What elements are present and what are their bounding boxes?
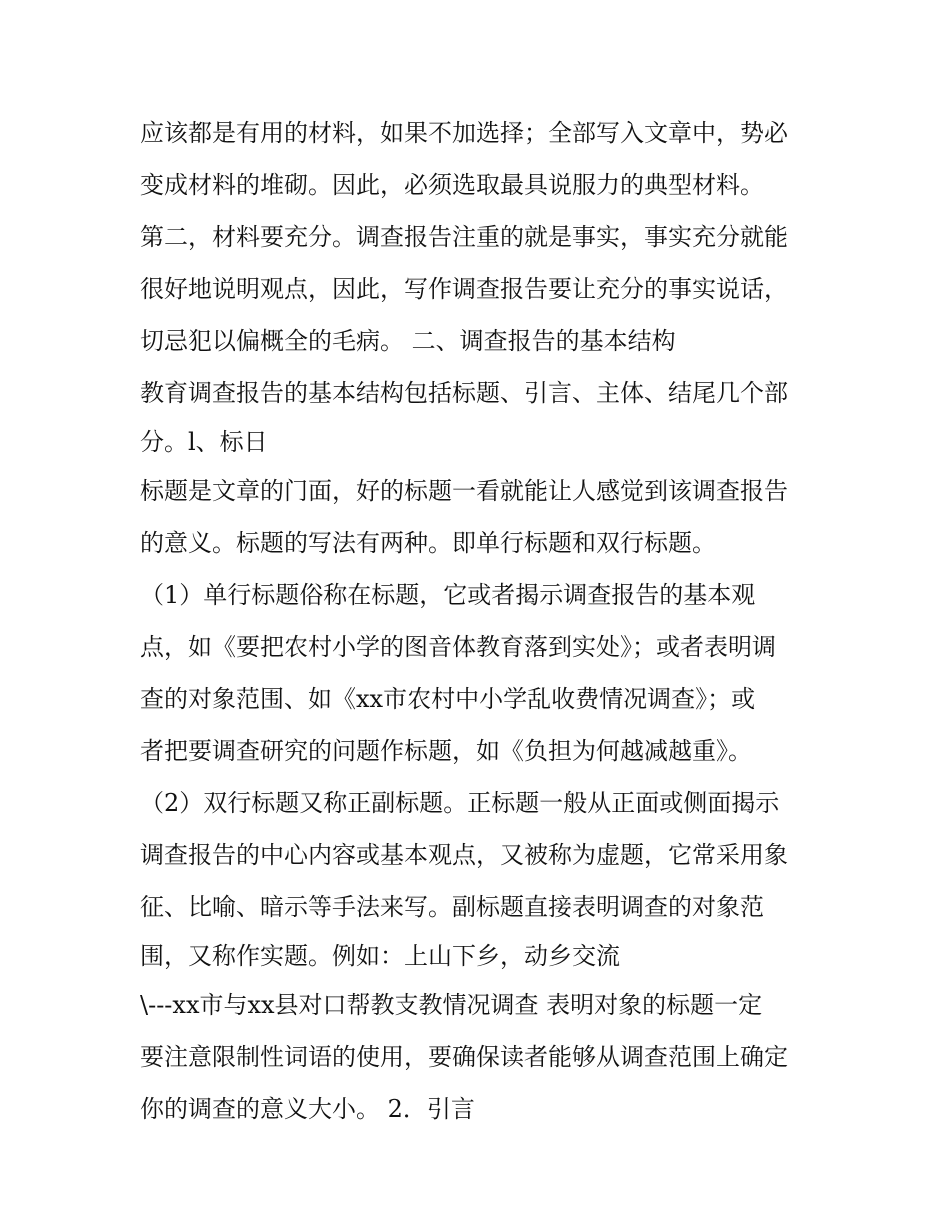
text-line: 围，又称作实题。例如：上山下乡，动乡交流: [140, 942, 620, 970]
text-line: 教育调查报告的基本结构包括标题、引言、主体、结尾几个部: [140, 379, 788, 407]
text-line: 要注意限制性词语的使用，要确保读者能够从调查范围上确定: [140, 1043, 788, 1071]
text-line: 分。l、标日: [140, 428, 268, 456]
text-line: 很好地说明观点，因此，写作调查报告要让充分的事实说话，: [140, 275, 788, 303]
text-line: 应该都是有用的材料，如果不加选择；全部写入文章中，势必: [140, 119, 788, 147]
text-line: 者把要调查研究的问题作标题，如《负担为何越减越重》。: [140, 737, 752, 765]
text-line: 标题是文章的门面，好的标题一看就能让人感觉到该调查报告: [140, 477, 788, 505]
text-line: 查的对象范围、如《xx市农村中小学乱收费情况调查》；或: [140, 685, 756, 713]
text-line: 第二，材料要充分。调查报告注重的就是事实，事实充分就能: [140, 223, 788, 251]
text-line: 征、比喻、暗示等手法来写。副标题直接表明调查的对象范: [140, 893, 764, 921]
text-line: 变成材料的堆砌。因此，必须选取最具说服力的典型材料。: [140, 171, 764, 199]
text-line: 切忌犯以偏概全的毛病。 二、调查报告的基本结构: [140, 327, 676, 355]
text-line: （1）单行标题俗称在标题，它或者揭示调查报告的基本观: [140, 581, 756, 609]
text-line: （2）双行标题又称正副标题。正标题一般从正面或侧面揭示: [140, 789, 780, 817]
text-line: 调查报告的中心内容或基本观点，又被称为虚题，它常采用象: [140, 841, 788, 869]
document-body: [140, 107, 830, 1135]
text-line: 你的调查的意义大小。 2．引言: [140, 1095, 475, 1123]
text-line: \---xx市与xx县对口帮教支教情况调查 表明对象的标题一定: [140, 991, 763, 1019]
text-line: 的意义。标题的写法有两种。即单行标题和双行标题。: [140, 529, 716, 557]
text-line: 点，如《要把农村小学的图音体教育落到实处》；或者表明调: [140, 633, 776, 661]
